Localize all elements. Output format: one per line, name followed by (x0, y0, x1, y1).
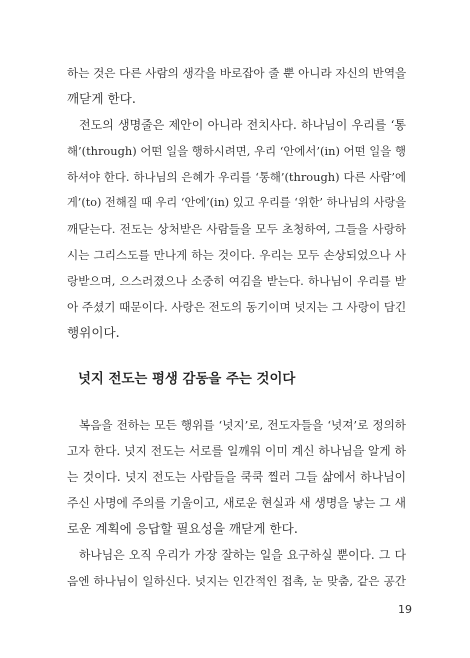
text-line: 전도의 생명줄은 제안이 아니라 전치사다. 하나님이 우리를 ‘통 (79, 118, 406, 132)
page-number: 19 (398, 603, 412, 616)
text-line: 깨닫게 한다. (67, 91, 136, 106)
text-line: 고자 한다. 넛지 전도는 서로를 일깨워 이미 계신 하나님을 알게 하 (67, 444, 406, 458)
text-line: 시는 그리스도를 만나게 하는 것이다. 우리는 모두 손상되었으나 사 (67, 248, 406, 262)
text-line: 복음을 전하는 모든 행위를 ‘넛지’로, 전도자들을 ‘넛져’로 정의하 (79, 418, 406, 432)
text-line: 랑받으며, 으스러졌으나 소중히 여김을 받는다. 하나님이 우리를 받 (67, 274, 406, 288)
text-line: 로운 계획에 응답할 필요성을 깨닫게 한다. (67, 521, 298, 536)
text-line: 하는 것은 다른 사람의 생각을 바로잡아 줄 뿐 아니라 자신의 반역을 (67, 66, 407, 80)
text-line: 는 것이다. 넛지 전도는 사람들을 쿡쿡 찔러 그들 삶에서 하나님이 (67, 470, 406, 484)
text-line: 해’(through) 어떤 일을 행하시려면, 우리 ‘안에서’(in) 어떤 일을 행 (67, 144, 406, 158)
text-line: 아 주셨기 때문이다. 사랑은 전도의 동기이며 넛지는 그 사랑이 담긴 (67, 300, 407, 314)
text-line: 깨닫는다. 전도는 상처받은 사람들을 모두 초청하여, 그들을 사랑하 (67, 222, 406, 236)
text-line: 하셔야 한다. 하나님의 은혜가 우리를 ‘통해’(through) 다른 사람’에 (67, 170, 406, 184)
text-line: 행위이다. (67, 325, 120, 340)
text-line: 하나님은 오직 우리가 가장 잘하는 일을 요구하실 뿐이다. 그 다 (79, 548, 406, 562)
section-heading: 넛지 전도는 평생 감동을 주는 것이다 (78, 372, 296, 387)
text-line: 음엔 하나님이 일하신다. 넛지는 인간적인 접촉, 눈 맞춤, 같은 공간 (67, 574, 406, 588)
text-line: 게’(to) 전해질 때 우리 ‘안에’(in) 있고 우리를 ‘위한’ 하나님의 사랑을 (67, 196, 406, 209)
text-line: 주신 사명에 주의를 기울이고, 새로운 현실과 새 생명을 낳는 그 새 (67, 496, 406, 510)
